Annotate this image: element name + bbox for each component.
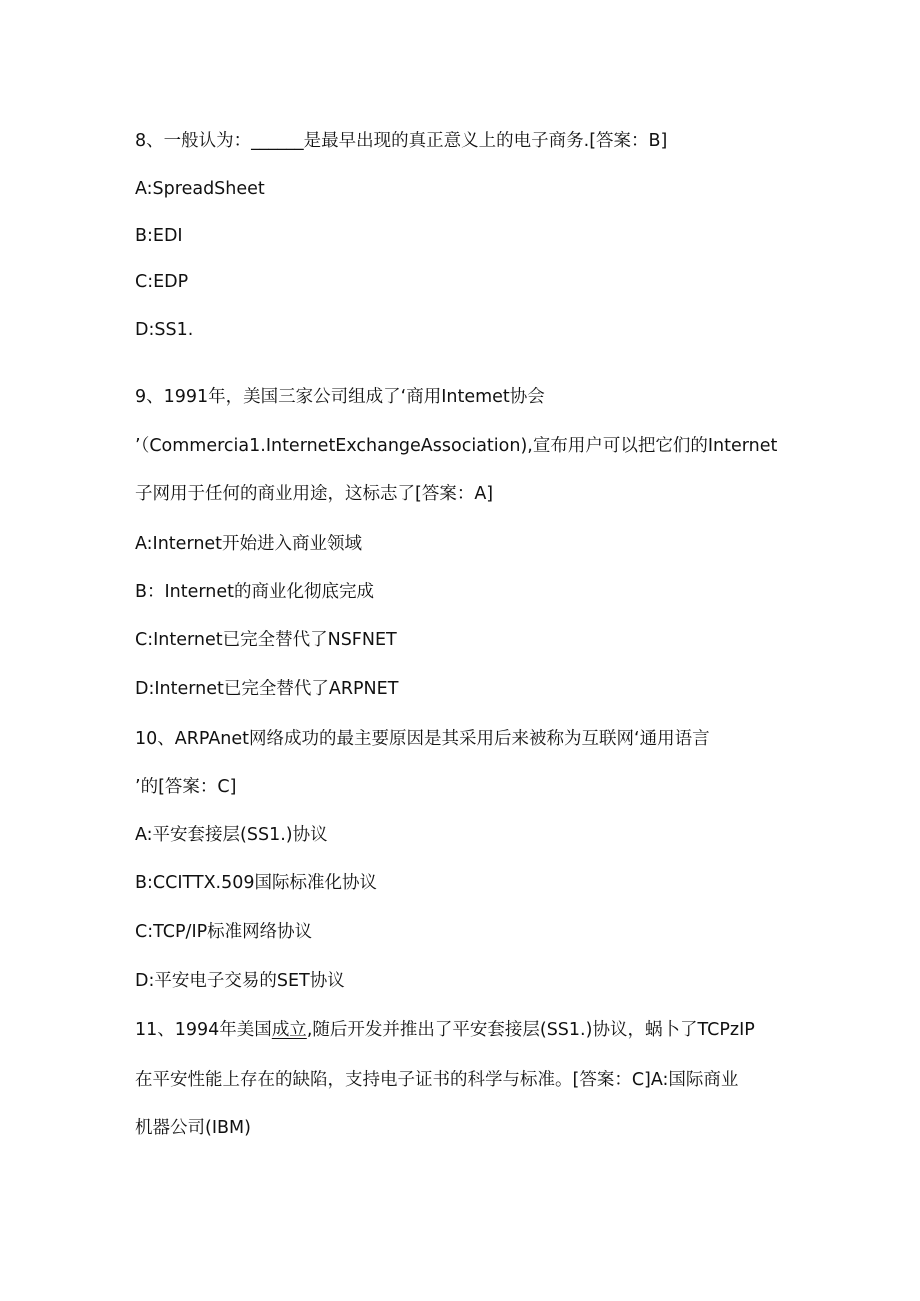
q9-option-b: B：Internet的商业化彻底完成 [135,582,374,602]
q8-option-a: A:SpreadSheet [135,179,265,199]
q9-option-d: D:Internet已完全替代了ARPNET [135,679,399,699]
q9-stem-line1: 9、1991年，美国三家公司组成了‘商用Intemet协会 [135,387,545,407]
q8-option-b: B:EDI [135,226,183,246]
q10-option-c: C:TCP/IP标准网络协议 [135,922,313,942]
q8-option-d: D:SS1. [135,320,194,340]
q11-underlined-word: 成立 [271,1020,307,1040]
q11-stem-part2: ,随后开发并推出了平安套接层(SS1.)协议，蜗卜了TCPzIP [306,1020,755,1040]
q8-stem: 8、一般认为：______是最早出现的真正意义上的电子商务.[答案：B] [135,131,668,151]
q11-stem-line1 [135,1018,755,1042]
q10-option-d: D:平安电子交易的SET协议 [135,971,345,991]
q10-option-b: B:CCITTX.509国际标准化协议 [135,873,378,893]
q8-option-c: C:EDP [135,272,189,292]
q10-stem-line1: 10、ARPAnet网络成功的最主要原因是其采用后来被称为互联网‘通用语言 [135,729,710,749]
q9-stem-line3: 子网用于任何的商业用途，这标志了[答案：A] [135,484,494,504]
q10-option-a: A:平安套接层(SS1.)协议 [135,825,328,845]
q9-stem-line2: ’（Commercia1.InternetExchangeAssociation),宣布用户可以把它们的Internet [135,436,778,456]
q10-stem-line2: ’的[答案：C] [135,777,237,797]
q9-option-a: A:Internet开始进入商业领域 [135,534,363,554]
q11-stem-line3: 机器公司(IBM) [135,1118,251,1138]
q11-stem-line2: 在平安性能上存在的缺陷，支持电子证书的科学与标准。[答案：C]A:国际商业 [135,1070,739,1090]
q9-option-c: C:Internet已完全替代了NSFNET [135,630,397,650]
q11-stem-part1: 11、1994年美国 [135,1020,272,1040]
